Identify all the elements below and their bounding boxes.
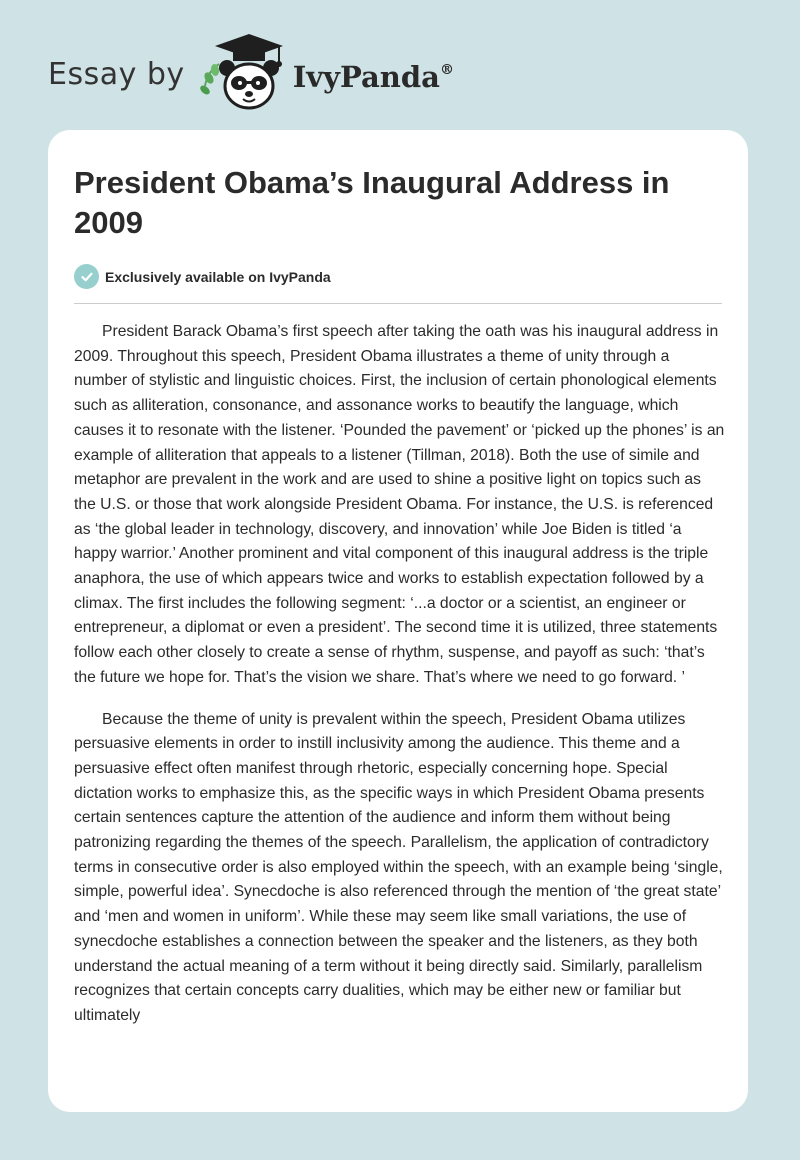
panda-logo-icon[interactable] bbox=[199, 34, 289, 114]
essay-body bbox=[74, 320, 726, 1046]
brand-name[interactable] bbox=[293, 60, 454, 94]
exclusive-badge bbox=[74, 264, 331, 289]
title-divider bbox=[74, 303, 722, 304]
check-circle-icon bbox=[74, 264, 99, 289]
registered-mark: ® bbox=[439, 62, 454, 78]
essay-title: President Obama’s Inaugural Address in 2009 bbox=[74, 165, 670, 240]
site-header bbox=[48, 34, 454, 114]
brand-text: IvyPanda bbox=[292, 60, 440, 94]
essay-paragraph: President Barack Obama’s first speech after taking the oath was his inaugural address in 2009. Throughout this speech, President Obama illustrates a theme of unity through a number of stylistic and linguistic choices. First, the inclusion of certain phonological elements such as alliteration, consonance, and assonance works to beautify the language, which causes it to resonate with the listener. ‘Pounded the pavement’ or ‘picked up the phones’ is an example of alliteration that appeals to a listener (Tillman, 2018). Both the use of simile and metaphor are prevalent in the work and are used to shine a positive light on topics such as the U.S. or those that work alongside President Obama. For instance, the U.S. is referenced as ‘the global leader in technology, discovery, and innovation’ while Joe Biden is titled ‘a happy warrior.’ Another prominent and vital component of this inaugural address is the triple anaphora, the use of which appears twice and works to establish expectation followed by a climax. The first includes the following segment: ‘...a doctor or a scientist, an engineer or entrepreneur, a diplomat or even a president’. The second time it is utilized, three statements follow each other closely to create a sense of rhythm, suspense, and payoff as such: ‘that’s the future we hope for. That’s the vision we share. That’s where we need to go forward. ’ bbox=[74, 323, 725, 686]
essay-card bbox=[48, 130, 748, 1112]
exclusive-badge-label: Exclusively available on IvyPanda bbox=[105, 268, 331, 285]
essay-paragraph: Because the theme of unity is prevalent within the speech, President Obama utilizes persuasive elements in order to instill inclusivity among the audience. This theme and a persuasive effect often manifest through rhetoric, especially concerning hope. Special dictation works to emphasize this, as the specific ways in which President Obama presents certain sentences capture the attention of the audience and inform them without being patronizing regarding the themes of the speech. Parallelism, the application of contradictory terms in consecutive order is also employed within the speech, with an example being ‘single, simple, powerful idea’. Synecdoche is also referenced through the mention of ‘the great state’ and ‘men and women in uniform’. While these may seem like small variations, the use of synecdoche establishes a connection between the speaker and the listeners, as they both understand the actual meaning of a term without it being directly said. Similarly, parallelism recognizes that certain concepts carry dualities, which may be either new or familiar but ultimately bbox=[74, 710, 723, 1024]
essay-by-label: Essay by bbox=[48, 56, 185, 92]
